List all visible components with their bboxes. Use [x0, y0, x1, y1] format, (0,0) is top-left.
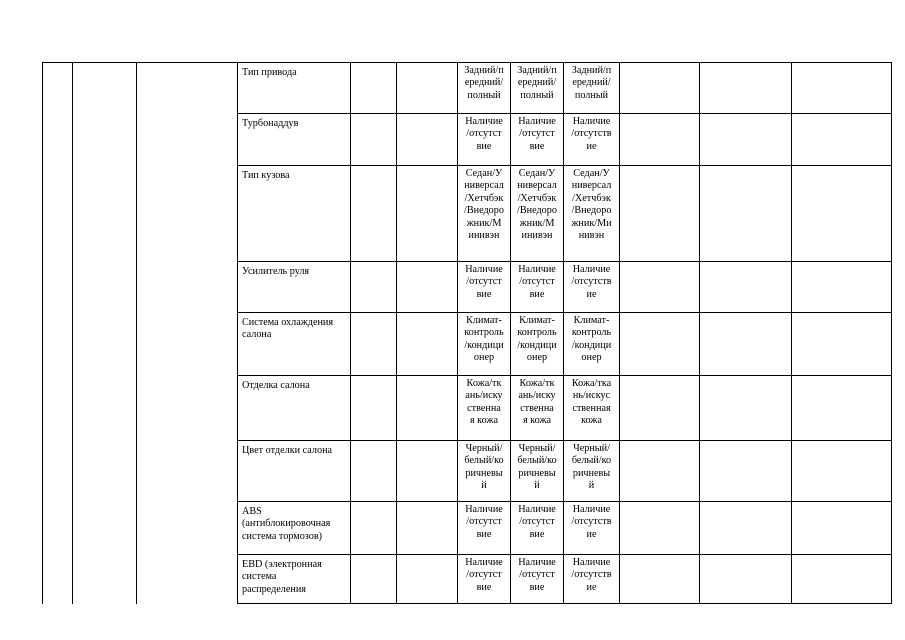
empty-cell	[73, 114, 137, 166]
empty-cell	[792, 441, 892, 502]
option-value-3	[564, 313, 620, 376]
option-value-text: Черный/ белый/ко ричневы й	[517, 443, 557, 492]
empty-cell	[73, 376, 137, 441]
option-value-text: Наличие /отсутст вие	[518, 264, 556, 300]
empty-cell	[43, 114, 73, 166]
option-value-1	[458, 502, 511, 555]
empty-cell	[137, 262, 238, 313]
empty-cell	[351, 114, 397, 166]
empty-cell	[700, 114, 792, 166]
option-value-1	[458, 166, 511, 262]
empty-cell	[351, 63, 397, 114]
option-value-text: Седан/У ниверсал /Хетчбэк /Внедоро жник/Ми нивэн	[571, 168, 612, 242]
empty-cell	[792, 502, 892, 555]
empty-cell	[620, 441, 700, 502]
option-value-2	[511, 376, 564, 441]
empty-cell	[351, 555, 397, 604]
empty-cell	[137, 502, 238, 555]
empty-cell	[351, 262, 397, 313]
empty-cell	[792, 166, 892, 262]
empty-cell	[73, 63, 137, 114]
option-value-3	[564, 555, 620, 604]
option-value-text: Наличие /отсутств ие	[571, 557, 612, 593]
option-value-1	[458, 555, 511, 604]
option-value-text: Седан/У ниверсал /Хетчбэк /Внедоро жник/М инивэн	[517, 168, 557, 242]
option-value-2	[511, 114, 564, 166]
table-row	[43, 502, 892, 555]
empty-cell	[73, 313, 137, 376]
option-value-2	[511, 63, 564, 114]
empty-cell	[700, 502, 792, 555]
option-value-1	[458, 313, 511, 376]
empty-cell	[137, 376, 238, 441]
option-value-3	[564, 502, 620, 555]
parameter-name: Система охлаждения салона	[238, 313, 351, 376]
option-value-text: Задний/п ередний/ полный	[464, 65, 504, 101]
option-value-text: Наличие /отсутст вие	[465, 557, 503, 593]
table-row	[43, 166, 892, 262]
empty-cell	[620, 376, 700, 441]
empty-cell	[700, 441, 792, 502]
empty-cell	[43, 376, 73, 441]
empty-cell	[137, 313, 238, 376]
option-value-text: Наличие /отсутств ие	[571, 264, 612, 300]
empty-cell	[43, 166, 73, 262]
empty-cell	[620, 502, 700, 555]
empty-cell	[137, 63, 238, 114]
option-value-text: Задний/п ередний/ полный	[517, 65, 557, 101]
option-value-text: Климат- контроль /кондици онер	[571, 315, 612, 364]
option-value-3	[564, 376, 620, 441]
option-value-3	[564, 166, 620, 262]
empty-cell	[397, 166, 458, 262]
empty-cell	[620, 262, 700, 313]
parameter-name: Турбонаддув	[238, 114, 351, 166]
table-row	[43, 114, 892, 166]
empty-cell	[73, 262, 137, 313]
empty-cell	[792, 313, 892, 376]
table-row	[43, 555, 892, 604]
table-row	[43, 313, 892, 376]
empty-cell	[351, 166, 397, 262]
table-row	[43, 63, 892, 114]
empty-cell	[397, 63, 458, 114]
empty-cell	[620, 555, 700, 604]
option-value-1	[458, 441, 511, 502]
empty-cell	[620, 114, 700, 166]
empty-cell	[351, 313, 397, 376]
option-value-text: Климат- контроль /кондици онер	[464, 315, 504, 364]
empty-cell	[73, 441, 137, 502]
empty-cell	[397, 502, 458, 555]
option-value-text: Наличие /отсутств ие	[571, 504, 612, 540]
option-value-3	[564, 114, 620, 166]
empty-cell	[700, 313, 792, 376]
parameter-name: ABS (антиблокировочная система тормозов)	[238, 502, 351, 555]
option-value-text: Кожа/тк ань/иску ственна я кожа	[465, 378, 503, 427]
option-value-text: Наличие /отсутст вие	[465, 116, 503, 152]
empty-cell	[700, 376, 792, 441]
option-value-1	[458, 63, 511, 114]
table-row	[43, 262, 892, 313]
empty-cell	[397, 555, 458, 604]
option-value-text: Климат- контроль /кондици онер	[517, 315, 557, 364]
option-value-1	[458, 376, 511, 441]
empty-cell	[700, 166, 792, 262]
option-value-2	[511, 166, 564, 262]
empty-cell	[792, 63, 892, 114]
table-row	[43, 441, 892, 502]
option-value-text: Кожа/тка нь/искус ственная кожа	[571, 378, 612, 427]
option-value-2	[511, 313, 564, 376]
option-value-2	[511, 502, 564, 555]
parameter-name: Цвет отделки салона	[238, 441, 351, 502]
parameter-name: EBD (электронная система распределения	[238, 555, 351, 604]
empty-cell	[43, 63, 73, 114]
option-value-3	[564, 63, 620, 114]
option-value-text: Черный/ белый/ко ричневы й	[464, 443, 504, 492]
empty-cell	[792, 376, 892, 441]
empty-cell	[137, 166, 238, 262]
empty-cell	[351, 441, 397, 502]
option-value-3	[564, 441, 620, 502]
option-value-text: Задний/п ередний/ полный	[571, 65, 612, 101]
empty-cell	[700, 555, 792, 604]
empty-cell	[700, 262, 792, 313]
empty-cell	[73, 502, 137, 555]
empty-cell	[43, 502, 73, 555]
option-value-text: Седан/У ниверсал /Хетчбэк /Внедоро жник/М инивэн	[464, 168, 504, 242]
empty-cell	[43, 555, 73, 604]
option-value-1	[458, 262, 511, 313]
option-value-text: Наличие /отсутст вие	[465, 504, 503, 540]
empty-cell	[620, 166, 700, 262]
option-value-1	[458, 114, 511, 166]
option-value-2	[511, 555, 564, 604]
table-row	[43, 376, 892, 441]
empty-cell	[620, 313, 700, 376]
empty-cell	[397, 114, 458, 166]
parameter-name: Отделка салона	[238, 376, 351, 441]
empty-cell	[792, 555, 892, 604]
empty-cell	[137, 114, 238, 166]
option-value-text: Наличие /отсутст вие	[518, 557, 556, 593]
empty-cell	[43, 313, 73, 376]
empty-cell	[351, 376, 397, 441]
empty-cell	[397, 262, 458, 313]
option-value-text: Черный/ белый/ко ричневы й	[571, 443, 612, 492]
empty-cell	[620, 63, 700, 114]
empty-cell	[137, 441, 238, 502]
option-value-text: Наличие /отсутств ие	[571, 116, 612, 152]
empty-cell	[792, 114, 892, 166]
empty-cell	[73, 555, 137, 604]
spec-table	[42, 62, 892, 604]
option-value-text: Наличие /отсутст вие	[465, 264, 503, 300]
empty-cell	[351, 502, 397, 555]
option-value-text: Наличие /отсутст вие	[518, 504, 556, 540]
empty-cell	[73, 166, 137, 262]
empty-cell	[700, 63, 792, 114]
empty-cell	[792, 262, 892, 313]
empty-cell	[397, 441, 458, 502]
parameter-name: Усилитель руля	[238, 262, 351, 313]
option-value-3	[564, 262, 620, 313]
empty-cell	[397, 313, 458, 376]
parameter-name: Тип кузова	[238, 166, 351, 262]
option-value-text: Наличие /отсутст вие	[518, 116, 556, 152]
option-value-text: Кожа/тк ань/иску ственна я кожа	[518, 378, 556, 427]
empty-cell	[397, 376, 458, 441]
parameter-name: Тип привода	[238, 63, 351, 114]
empty-cell	[137, 555, 238, 604]
empty-cell	[43, 262, 73, 313]
option-value-2	[511, 262, 564, 313]
empty-cell	[43, 441, 73, 502]
option-value-2	[511, 441, 564, 502]
